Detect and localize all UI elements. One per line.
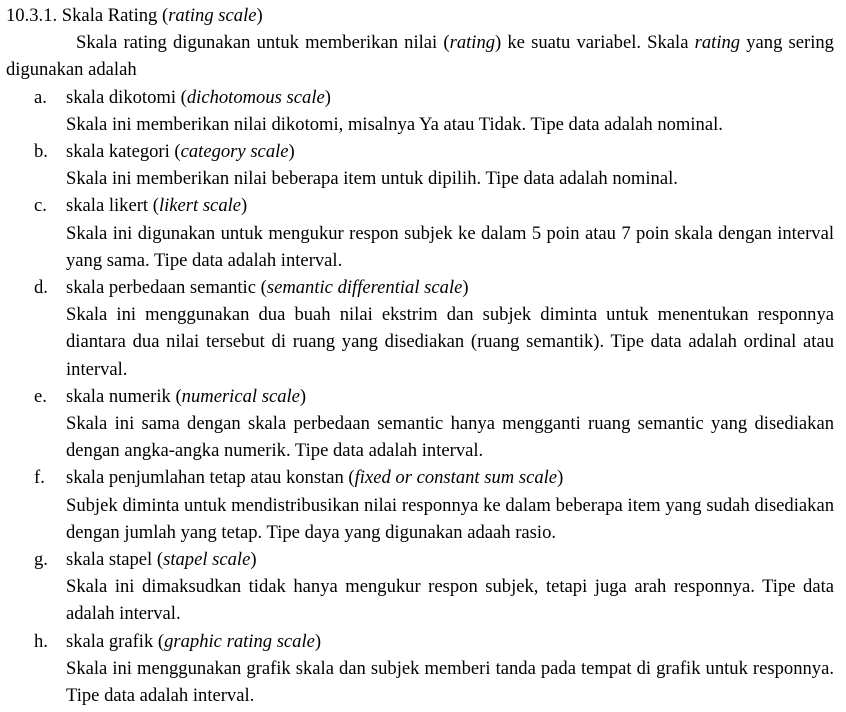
list-item (6, 546, 834, 628)
item-name: skala dikotomi (66, 86, 177, 108)
item-title: skala dikotomi (dichotomous scale) (66, 86, 331, 108)
list-marker: h. (34, 630, 48, 652)
item-english: dichotomous scale (186, 86, 325, 108)
item-name: skala grafik (66, 630, 154, 652)
intro-text-2: ) ke suatu variabel. Skala (495, 32, 695, 54)
item-name: skala penjumlahan tetap atau konstan (66, 467, 344, 489)
list-marker: c. (34, 195, 47, 217)
list-marker: b. (34, 141, 48, 163)
item-title: skala penjumlahan tetap atau konstan (fixed or constant sum scale) (66, 467, 564, 489)
item-name: skala stapel (66, 549, 153, 571)
item-english: likert scale (158, 195, 242, 217)
section-title-italic: rating scale (168, 5, 257, 26)
item-description: Skala ini sama dengan skala perbedaan semantic hanya mengganti ruang semantic yang disediakan dengan angka-angka numerik. Tipe data adalah interval. (66, 413, 834, 462)
list-marker: f. (34, 467, 45, 489)
item-english: graphic rating scale (164, 630, 315, 652)
item-name: skala numerik (66, 385, 171, 407)
list-marker: a. (34, 86, 47, 108)
list-item (6, 383, 834, 465)
item-description: Skala ini digunakan untuk mengukur respon subjek ke dalam 5 poin atau 7 poin skala dengan interval yang sama. Tipe data adalah interval. (66, 222, 834, 271)
intro-italic-1: rating (449, 32, 496, 54)
item-description: Skala ini memberikan nilai dikotomi, misalnya Ya atau Tidak. Tipe data adalah nominal. (66, 113, 723, 135)
section-number: 10.3.1. (6, 5, 58, 26)
scale-list (6, 84, 834, 710)
item-title: skala stapel (stapel scale) (66, 549, 257, 571)
item-description: Skala ini memberikan nilai beberapa item untuk dipilih. Tipe data adalah nominal. (66, 168, 678, 190)
item-name: skala perbedaan semantic (66, 277, 256, 299)
item-name: skala likert (66, 195, 149, 217)
item-english: fixed or constant sum scale (354, 467, 558, 489)
intro-text-3: yang sering digunakan adalah (6, 32, 834, 81)
item-title: skala perbedaan semantic (semantic differential scale) (66, 277, 469, 299)
list-item (6, 464, 834, 546)
list-item (6, 84, 834, 138)
section-title: Skala Rating (61, 5, 158, 26)
section-heading: 10.3.1. Skala Rating (rating scale) (6, 5, 263, 26)
item-description: Skala ini menggunakan grafik skala dan subjek memberi tanda pada tempat di grafik untuk responnya. Tipe data adalah interval. (66, 657, 834, 707)
item-description: Skala ini dimaksudkan tidak hanya mengukur respon subjek, tetapi juga arah responnya. Tipe data adalah interval. (66, 576, 834, 625)
list-marker: e. (34, 385, 47, 407)
list-marker: g. (34, 549, 48, 571)
item-description: Subjek diminta untuk mendistribusikan nilai responnya ke dalam beberapa item yang sudah disediakan dengan jumlah yang tetap. Tipe daya yang digunakan adaah rasio. (66, 494, 834, 543)
item-title: skala kategori (category scale) (66, 141, 295, 163)
intro-italic-2: rating (694, 32, 741, 54)
item-title: skala grafik (graphic rating scale) (66, 630, 322, 652)
intro-paragraph (6, 29, 834, 83)
list-item (6, 628, 834, 710)
list-item (6, 138, 834, 192)
item-english: numerical scale (181, 385, 300, 407)
intro-text-1: Skala rating digunakan untuk memberikan nilai ( (76, 32, 450, 54)
item-description: Skala ini menggunakan dua buah nilai ekstrim dan subjek diminta untuk menentukan responnya diantara dua nilai tersebut di ruang yang disediakan (ruang semantik). Tipe data adalah ordinal atau interval. (66, 304, 834, 380)
item-name: skala kategori (66, 141, 170, 163)
list-item (6, 274, 834, 383)
item-title: skala likert (likert scale) (66, 195, 248, 217)
item-title: skala numerik (numerical scale) (66, 385, 307, 407)
item-english: category scale (180, 141, 289, 163)
item-english: stapel scale (163, 549, 251, 571)
list-marker: d. (34, 277, 48, 299)
item-english: semantic differential scale (266, 277, 463, 299)
list-item (6, 192, 834, 274)
